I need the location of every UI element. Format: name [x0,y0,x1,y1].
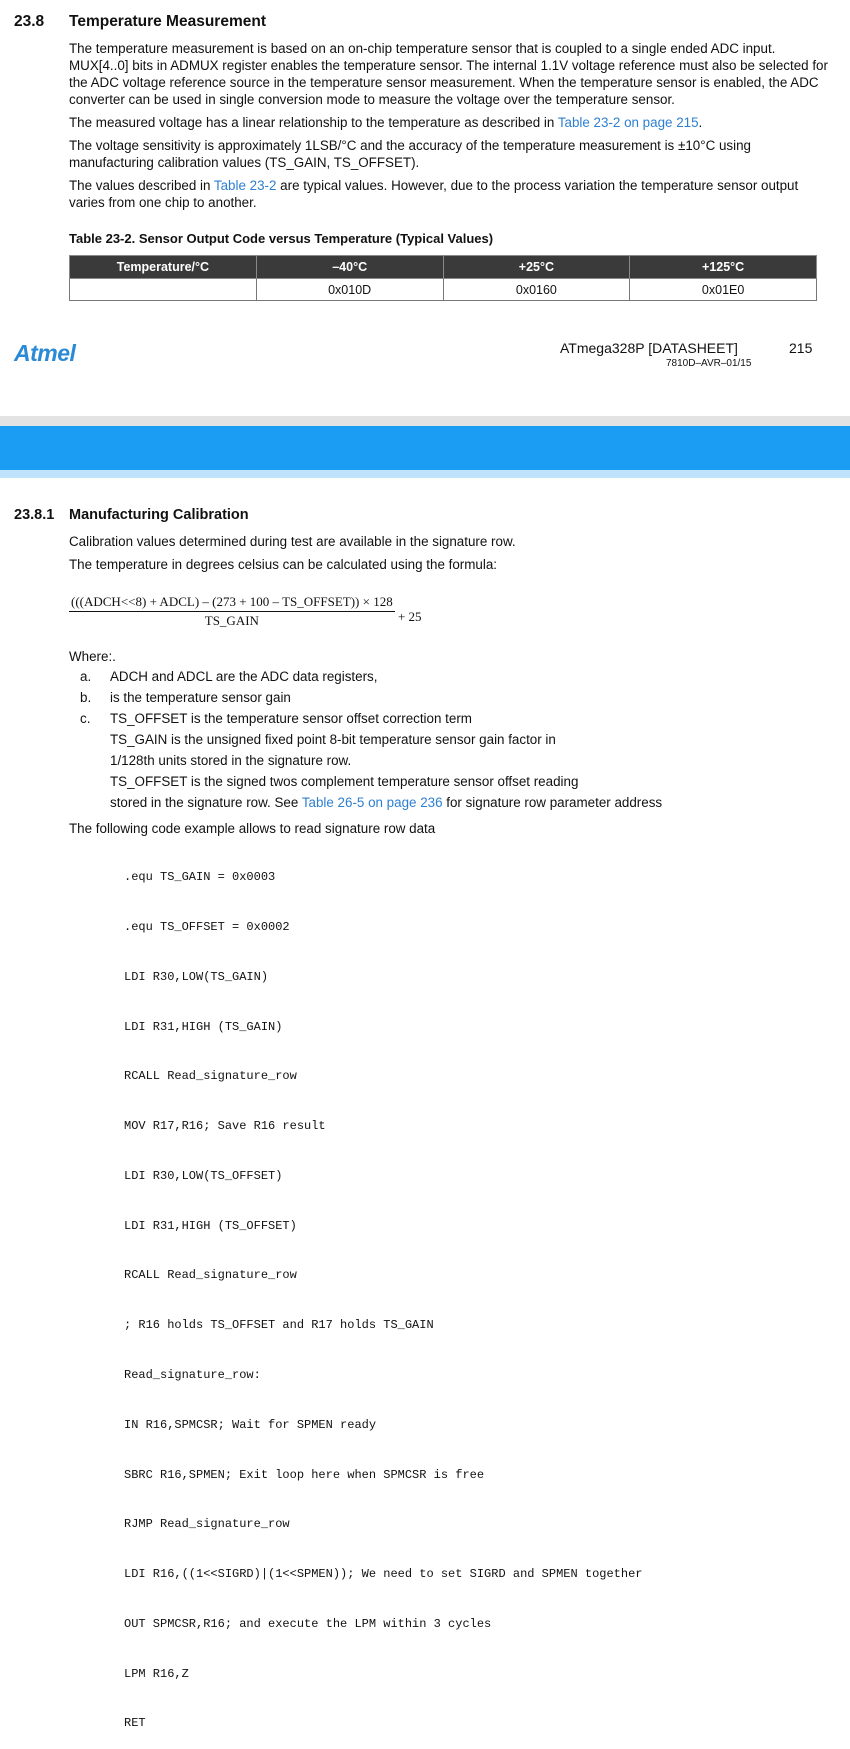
list-item [80,666,662,687]
section-number: 23.8 [14,13,45,30]
list-item [80,708,662,729]
code-line: .equ TS_GAIN = 0x0003 [124,870,276,885]
section-title: Temperature Measurement [69,13,266,30]
code-line: RCALL Read_signature_row [124,1069,297,1084]
paragraph-typical [69,177,829,211]
code-line: LPM R16,Z [124,1666,189,1681]
table-header-row [70,256,817,279]
table-header: Temperature/°C [70,256,257,279]
formula-numerator: (((ADCH<<8) + ADCL) – (273 + 100 – TS_OFFSET)) × 128 [69,594,395,612]
list-continuation: TS_OFFSET is the signed twos complement temperature sensor offset reading [110,774,579,789]
code-line: RCALL Read_signature_row [124,1268,297,1283]
code-line: LDI R31,HIGH (TS_OFFSET) [124,1218,297,1233]
temperature-formula [69,594,422,629]
code-intro: The following code example allows to read signature row data [69,821,436,836]
code-line: LDI R30,LOW(TS_GAIN) [124,969,269,984]
code-line: RET [124,1716,146,1731]
paragraph-calibration: Calibration values determined during test are available in the signature row. [69,534,516,549]
where-label: Where:. [69,649,116,664]
sensor-output-table [69,255,817,301]
table-row [70,279,817,301]
table-cell [70,279,257,301]
formula-offset: + 25 [397,608,422,624]
table-header: +125°C [630,256,817,279]
list-text: ADCH and ADCL are the ADC data registers, [110,669,378,684]
paragraph-text: for signature row parameter address [442,795,663,810]
table-cell: 0x01E0 [630,279,817,301]
paragraph-text: The measured voltage has a linear relationship to the temperature as described in [69,115,558,130]
page-gap [0,416,850,426]
paragraph-text: stored in the signature row. See [110,795,302,810]
list-continuation [80,792,662,813]
code-line: MOV R17,R16; Save R16 result [124,1119,326,1134]
table-header: +25°C [443,256,630,279]
list-marker: b. [80,690,92,705]
table-link[interactable]: Table 23-2 [213,178,277,193]
table-link[interactable]: Table 26-5 on page 236 [301,795,443,810]
paragraph-intro: The temperature measurement is based on an on-chip temperature sensor that is coupled to a single ended ADC input. MUX[4..0] bits in ADMUX register enables the temperature sensor. The internal 1.1V voltage reference must also be selected for the ADC voltage reference source in the temperature sensor measurement. When the temperature sensor is enabled, the ADC converter can be used in single conversion mode to measure the voltage over the temperature sensor. [69,41,828,107]
footer-page-number: 215 [789,340,813,356]
list-text: TS_OFFSET is the temperature sensor offset correction term [110,711,472,726]
code-line: SBRC R16,SPMEN; Exit loop here when SPMCSR is free [124,1467,485,1482]
footer-title: ATmega328P [DATASHEET] [560,340,738,356]
code-example [124,836,642,1749]
code-line: RJMP Read_signature_row [124,1517,290,1532]
paragraph-text: The values described in [69,178,214,193]
table-link[interactable]: Table 23-2 on page 215 [557,115,699,130]
formula-denominator: TS_GAIN [204,613,259,628]
table-caption: Table 23-2. Sensor Output Code versus Temperature (Typical Values) [69,231,494,246]
subsection-number: 23.8.1 [14,507,55,523]
code-line: .equ TS_OFFSET = 0x0002 [124,919,290,934]
list-continuation: 1/128th units stored in the signature row. [110,753,352,768]
code-line: LDI R16,((1<<SIGRD)|(1<<SPMEN)); We need to set SIGRD and SPMEN together [124,1567,643,1582]
code-line: ; R16 holds TS_OFFSET and R17 holds TS_GAIN [124,1318,434,1333]
code-line: OUT SPMCSR,R16; and execute the LPM within 3 cycles [124,1616,492,1631]
paragraph-text: . [698,115,703,130]
paragraph-text: are typical values. However, due to the process variation the temperature sensor output varies from one chip to another. [69,178,799,210]
table-cell: 0x010D [256,279,443,301]
code-line: LDI R31,HIGH (TS_GAIN) [124,1019,283,1034]
code-line: LDI R30,LOW(TS_OFFSET) [124,1168,283,1183]
atmel-logo: Atmel [14,340,76,366]
footer-doc-id: 7810D–AVR–01/15 [666,358,752,369]
page-header-band-light [0,470,850,478]
list-text: is the temperature sensor gain [110,690,291,705]
paragraph-formula-intro: The temperature in degrees celsius can be calculated using the formula: [69,557,497,572]
table-header: –40°C [256,256,443,279]
paragraph-linear [69,114,829,131]
list-item [80,687,662,708]
subsection-title: Manufacturing Calibration [69,507,249,523]
definition-list [80,666,662,813]
list-continuation: TS_GAIN is the unsigned fixed point 8-bit temperature sensor gain factor in [110,732,556,747]
code-line: Read_signature_row: [124,1368,261,1382]
list-marker: a. [80,669,92,684]
table-cell: 0x0160 [443,279,630,301]
formula-fraction [69,594,395,629]
code-line: IN R16,SPMCSR; Wait for SPMEN ready [124,1417,377,1432]
paragraph-sensitivity: The voltage sensitivity is approximately 1LSB/°C and the accuracy of the temperature measurement is ±10°C using manufacturing calibration values (TS_GAIN, TS_OFFSET). [69,138,751,170]
page-header-band [0,426,850,470]
list-marker: c. [80,711,91,726]
